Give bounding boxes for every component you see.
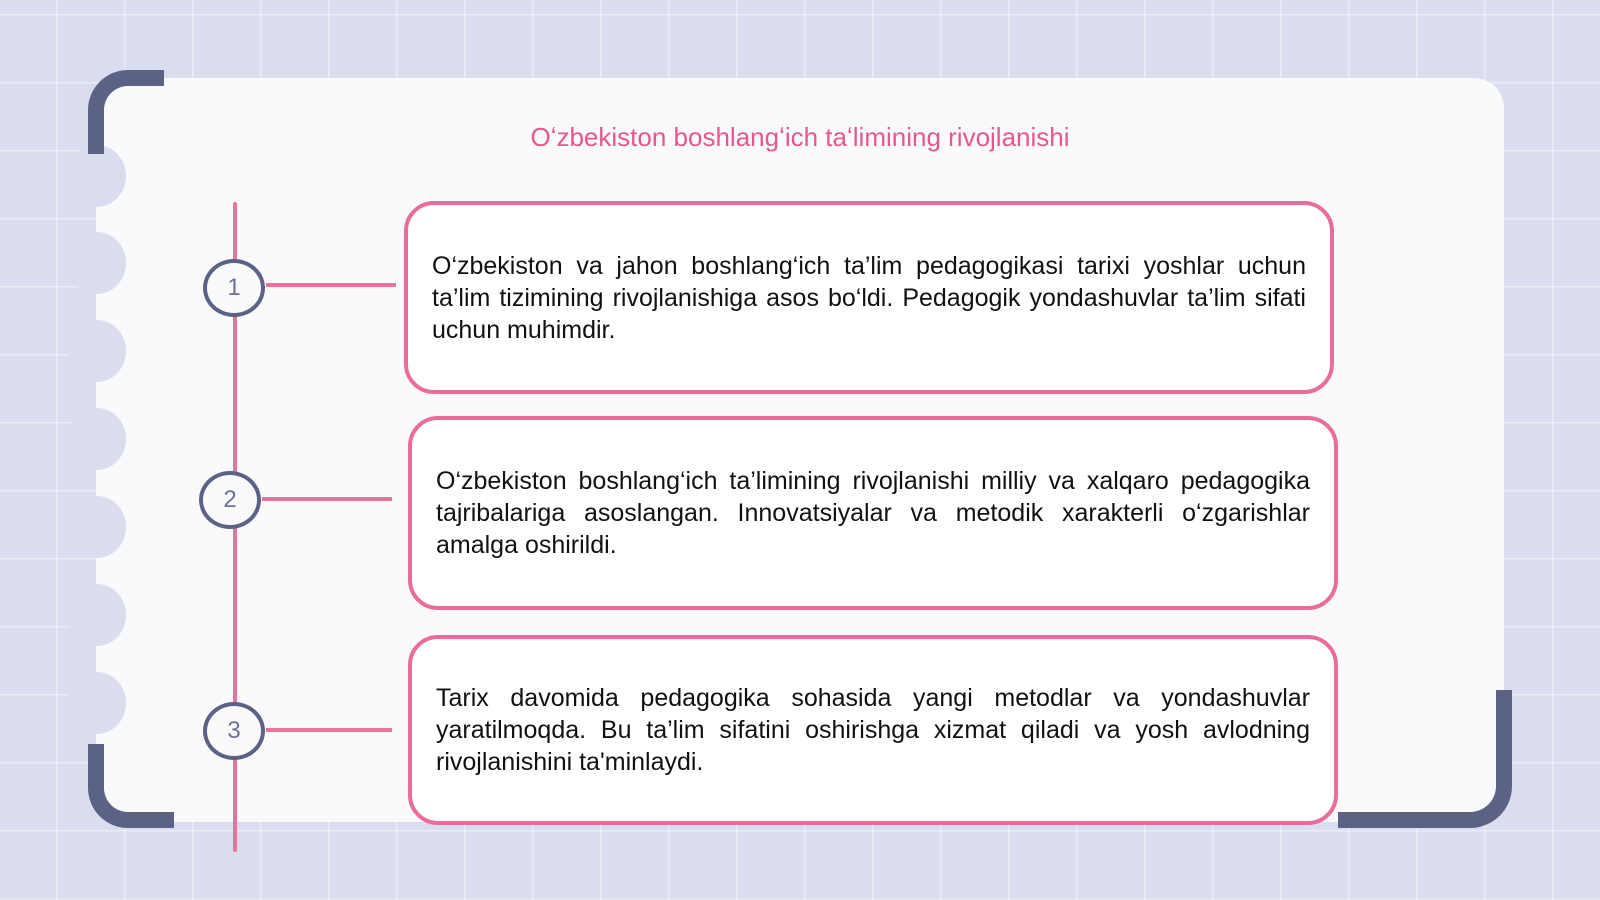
timeline-card-1 (404, 201, 1334, 394)
paper-notch (68, 408, 126, 470)
paper-notch (68, 145, 126, 207)
timeline-connector (266, 728, 392, 732)
paper-notch (68, 584, 126, 646)
timeline-card-text: O‘zbekiston boshlang‘ich ta’limining rivojlanishi milliy va xalqaro pedagogika tajribalariga asoslangan. Innovatsiyalar va metodik xarakterli o‘zgarishlar amalga oshirildi. (436, 467, 1310, 559)
timeline-node-2: 2 (199, 471, 261, 529)
paper-notch (68, 672, 126, 734)
timeline-card-2 (408, 416, 1338, 610)
timeline-connector (262, 497, 392, 501)
timeline-connector (266, 283, 396, 287)
timeline-card-3 (408, 635, 1338, 825)
frame-corner-bottom-left (88, 744, 174, 828)
timeline-card-text: O‘zbekiston va jahon boshlang‘ich ta’lim pedagogikasi tarixi yoshlar uchun ta’lim tizimining rivojlanishiga asos bo‘ldi. Pedagogik yondashuvlar ta’lim sifati uchun muhimdir. (432, 251, 1306, 344)
slide-title: Oʻzbekiston boshlangʻich taʻlimining rivojlanishi (530, 122, 1070, 152)
paper-notch (68, 232, 126, 294)
paper-notch (68, 320, 126, 382)
frame-corner-bottom-right (1338, 690, 1512, 828)
timeline-node-1: 1 (203, 259, 265, 317)
timeline-node-3: 3 (203, 702, 265, 760)
timeline-card-text: Tarix davomida pedagogika sohasida yangi metodlar va yondashuvlar yaratilmoqda. Bu ta’lim sifatini oshirishga xizmat qiladi va yosh avlodning rivojlanishini ta'minlaydi. (436, 684, 1310, 776)
paper-notch (68, 496, 126, 558)
